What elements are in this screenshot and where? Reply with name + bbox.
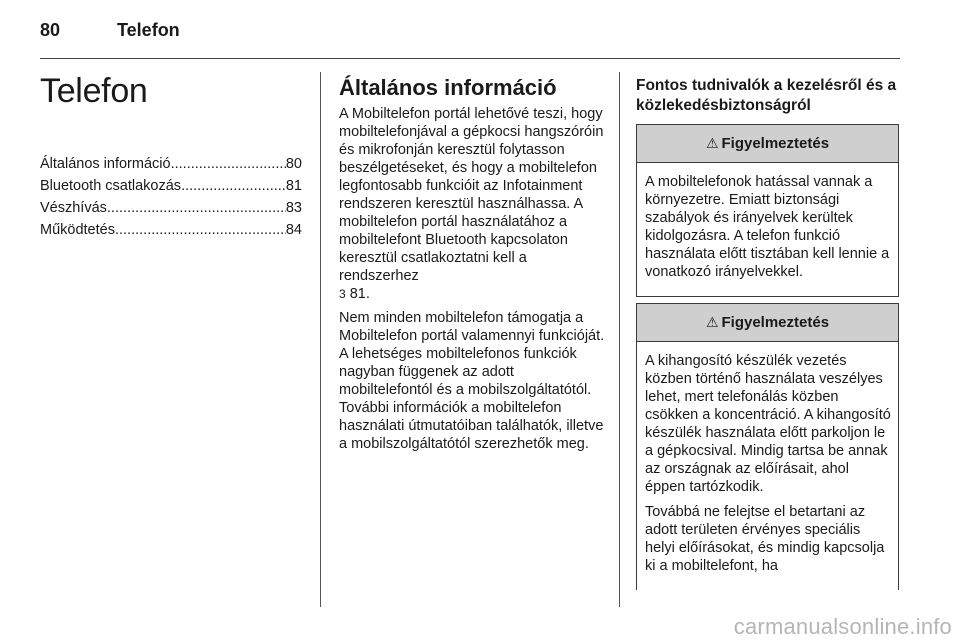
running-chapter-title: Telefon [117,20,180,40]
warning-header [637,304,898,342]
safety-subtitle: Fontos tudnivalók a kezelésről és a közlekedésbiztonságról [636,77,897,114]
toc-leader [115,219,286,241]
header-rule [40,58,900,59]
toc-entry-altalanos[interactable] [40,153,302,175]
page-number: 80 [40,20,61,40]
warning-body [637,342,898,590]
toc-entry-veszhivas[interactable] [40,197,302,219]
toc-leader [107,197,286,219]
warning-box-1 [636,124,899,297]
toc-leader [171,153,286,175]
toc-label: Vészhívás [40,200,107,216]
compatibility-paragraph: Nem minden mobiltelefon támogatja a Mobiltelefon portál valamennyi funkcióját. A lehetséges mobiltelefonos funkciók nagyban függenek az adott mobiltelefontól és a mobilszolgáltatótól. További információk a mobiltelefon használati útmutatóiban találhatók, illetve a mobilszolgáltatótól szerezhetők meg. [339,310,605,452]
warning-label: Figyelmeztetés [721,135,830,152]
section-title: Általános információ [339,75,557,100]
toc-page: 83 [285,200,302,216]
intro-paragraph [339,105,605,303]
general-info-column [339,72,605,459]
toc-entry-mukodtetes[interactable] [40,219,302,241]
toc-column [40,72,302,241]
column-divider-2 [619,72,620,607]
warning-triangle-icon: ⚠ [705,135,719,151]
toc-label: Általános információ [40,156,171,172]
warning-text-continued: Továbbá ne felejtse el betartani az adott területen érvényes speciális helyi előírásokat, és mindig kapcsolja ki a mobiltelefont, ha [645,504,885,574]
toc-label: Bluetooth csatlakozás [40,178,182,194]
toc-page: 84 [285,222,302,238]
intro-text: A Mobiltelefon portál lehetővé teszi, hogy mobiltelefonjával a gépkocsi hangszóróin és mikrofonján keresztül folytasson beszélgetéseket, és hogy a mobiltelefon legfontosabb funkcióit az Infotainment rendszeren keresztül használhassa. A mobiltelefon portál használatához a mobiltelefont Bluetooth kapcsolaton keresztül csatlakoztatni kell a rendszerhez [339,106,604,284]
safety-column [636,72,899,590]
column-divider-1 [320,72,321,607]
toc-page: 81 [285,178,302,194]
page-reference-link[interactable]: 81. [349,286,370,302]
warning-header [637,125,898,163]
warning-triangle-icon: ⚠ [705,314,719,330]
watermark-brand: carmanualsonline.info [733,614,952,639]
warning-box-2 [636,303,899,590]
page-header [40,20,180,41]
toc-entry-bluetooth[interactable] [40,175,302,197]
warning-label: Figyelmeztetés [721,314,830,331]
warning-text: A kihangosító készülék vezetés közben történő használata veszélyes lehet, mert telefonálás közben csökken a koncentráció. A kihangosító készülék használata előtt parkoljon le a gépkocsival. Mindig tartsa be annak az országnak az előírásait, ahol éppen tartózkodik. [645,353,891,495]
warning-body [637,163,898,296]
warning-text: A mobiltelefonok hatással vannak a környezetre. Emiatt biztonsági szabályok és irányelvek kerültek kidolgozásra. A telefon funkció használata előtt tisztában kell lennie a vonatkozó irányelvekkel. [645,174,890,280]
toc-page: 80 [285,156,302,172]
toc-label: Működtetés [40,222,115,238]
page-reference-arrow-icon: 3 [339,287,346,301]
toc-leader [181,175,286,197]
chapter-title: Telefon [40,72,148,110]
